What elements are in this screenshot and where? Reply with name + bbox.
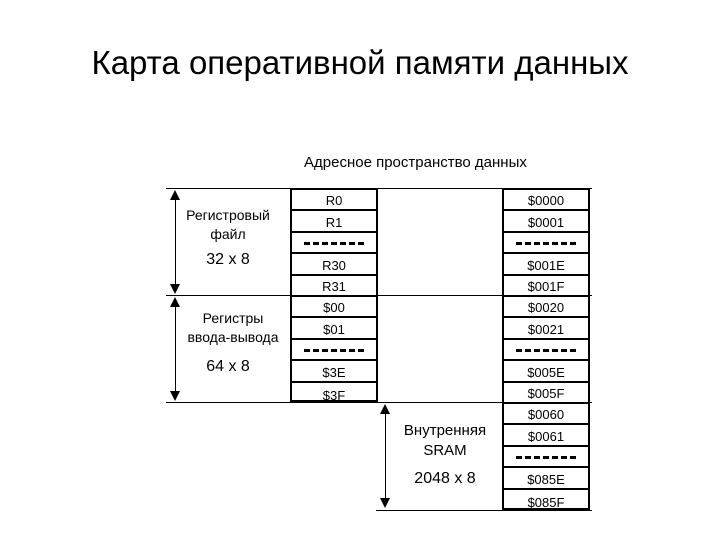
- address-cell: [504, 211, 588, 232]
- address-cell-label: $0061: [527, 428, 565, 444]
- register-ellipsis-row: [292, 233, 376, 254]
- address-cell: [504, 318, 588, 339]
- address-cell-label: $0001: [527, 214, 565, 230]
- address-cell: [504, 361, 588, 382]
- address-cell-label: $0021: [527, 321, 565, 337]
- sram-arrow-down-icon: [380, 498, 390, 508]
- address-cell-label: $005E: [527, 364, 565, 380]
- register-cell: [292, 361, 376, 382]
- address-cell-label: $0060: [527, 407, 565, 423]
- register-cell-label: $00: [323, 300, 345, 316]
- sram-label-line1: Внутренняя: [403, 422, 487, 439]
- io-registers-label-line2: ввода-вывода: [187, 329, 279, 345]
- address-cell-label: $0020: [527, 300, 565, 316]
- register-cell-label: R1: [325, 214, 343, 230]
- register-file-arrow-line: [175, 199, 176, 285]
- register-cell: [292, 297, 376, 318]
- address-cell-label: $085F: [527, 494, 565, 510]
- sram-arrow-line: [385, 413, 386, 499]
- dashed-separator: [304, 349, 364, 352]
- address-ellipsis-row: [504, 340, 588, 361]
- address-cell-label: $085E: [527, 471, 565, 487]
- register-cell: [292, 190, 376, 211]
- io-registers-arrow-line: [175, 306, 176, 392]
- register-cell: [292, 254, 376, 275]
- address-cell: [504, 468, 588, 489]
- diagram-title: Адресное пространство данных: [304, 154, 527, 171]
- register-file-label-line1: Регистровый: [186, 207, 270, 223]
- register-cell-label: $3F: [322, 387, 346, 403]
- register-cell-label: R30: [322, 257, 346, 273]
- dashed-separator: [516, 242, 576, 245]
- register-cell: [292, 318, 376, 339]
- address-cell: [504, 404, 588, 425]
- dashed-separator: [304, 242, 364, 245]
- address-ellipsis-row: [504, 233, 588, 254]
- address-cell-label: $001F: [527, 278, 565, 294]
- register-cell: [292, 383, 376, 404]
- address-cell: [504, 425, 588, 446]
- io-registers-arrow-down-icon: [170, 391, 180, 401]
- address-cell: [504, 297, 588, 318]
- address-ellipsis-row: [504, 447, 588, 468]
- register-file-size: 32 x 8: [206, 251, 250, 268]
- register-cell-label: $01: [323, 321, 345, 337]
- register-cell-label: $3E: [322, 364, 346, 380]
- io-registers-size: 64 x 8: [206, 358, 250, 375]
- address-cell: [504, 190, 588, 211]
- register-cell-label: R31: [322, 278, 346, 294]
- io-registers-label-line1: Регистры: [202, 310, 264, 326]
- page-title: Карта оперативной памяти данных: [91, 44, 629, 81]
- register-cell: [292, 276, 376, 297]
- address-cell: [504, 254, 588, 275]
- register-file-arrow-down-icon: [170, 284, 180, 294]
- register-cell-label: R0: [325, 193, 343, 209]
- address-column: [502, 188, 590, 510]
- register-column: [290, 188, 378, 402]
- register-ellipsis-row: [292, 340, 376, 361]
- address-cell-label: $001E: [527, 257, 565, 273]
- sram-size: 2048 x 8: [414, 470, 476, 487]
- register-file-label-line2: файл: [210, 226, 246, 242]
- address-cell: [504, 383, 588, 404]
- dashed-separator: [516, 456, 576, 459]
- register-cell: [292, 211, 376, 232]
- address-cell: [504, 276, 588, 297]
- address-cell-label: $005F: [527, 385, 565, 401]
- address-cell: [504, 490, 588, 511]
- dashed-separator: [516, 349, 576, 352]
- address-cell-label: $0000: [527, 193, 565, 209]
- sram-label-line2: SRAM: [423, 442, 467, 459]
